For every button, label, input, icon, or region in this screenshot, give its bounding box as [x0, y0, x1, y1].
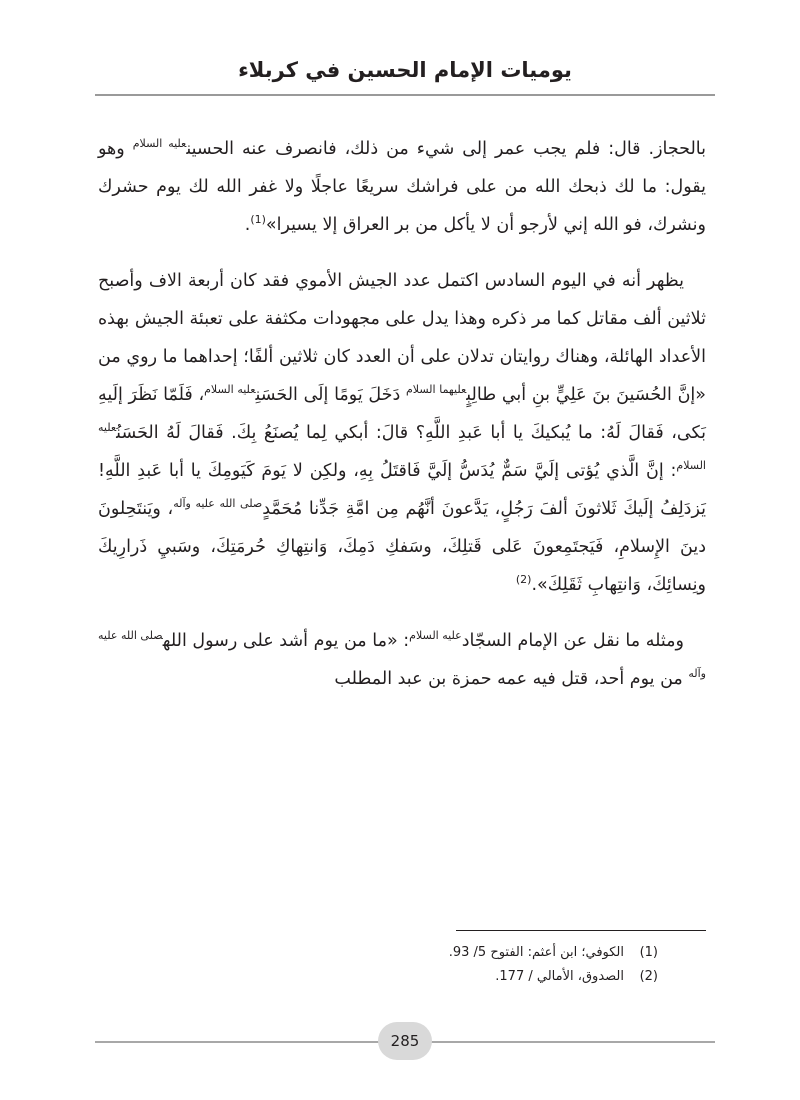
paragraph-2-text-c: ، فَلَمّا نَظَرَ إلَيهِ بَكى، فَقالَ لَهُ: ما يُبكيكَ يا أبا عَبدِ اللَّهِ؟ قالَ: أبكي لِما يُصنَعُ بِكَ. فَقالَ لَهُ الحَسَنُ	[98, 385, 706, 443]
paragraph-2-text-d: : إنَّ الَّذي يُؤتى إلَيَّ سَمٌّ يُدَسُّ إلَيَّ فَاقتَلُ بِهِ، ولكِن لا يَومَ كَيَومِكَ يا أبا عَبدِ اللَّهِ! يَزدَلِفُ إلَيكَ ثَلاثونَ ألفَ رَجُلٍ، يَدَّعونَ أنَّهُم مِن امَّةِ جَدِّنا مُحَمَّدٍ	[98, 461, 706, 519]
paragraph-1-text-b: وهو يقول: ما لك ذبحك الله من على فراشك سريعًا عاجلًا ولا غفر الله لك يوم حشرك ونشرك، فو الله إني لأرجو أن لا يأكل من بر العراق إلا يسيرا»	[98, 139, 706, 235]
paragraph-2-text-b: دَخَلَ يَومًا إلَى الحَسَنِ	[255, 385, 406, 405]
paragraph-2	[98, 262, 706, 604]
honorific-glyph: صلى الله عليه وآله	[173, 497, 263, 511]
paragraph-1-text-c: .	[244, 215, 251, 235]
footnote-text: الصدوق، الأمالي / 177.	[495, 969, 624, 984]
honorific-glyph: عليه السلام	[204, 383, 256, 397]
page-header	[95, 52, 715, 96]
footnote-number: (1)	[639, 945, 658, 960]
footnote-1	[98, 941, 706, 965]
honorific-glyph: عليه السلام	[409, 629, 462, 643]
paragraph-2-text-a: يظهر أنه في اليوم السادس اكتمل عدد الجيش الأموي فقد كان أربعة الاف وأصبح ثلاثين ألف مقاتل كما مر ذكره وهذا يدل على مجهودات مكثفة على تعبئة الجيش بهذه الأعداد الهائلة، وهناك روايتان تدلان على أن العدد كان ثلاثين ألفًا؛ إحداهما ما روي من «إنَّ الحُسَينَ بنَ عَلِيٍّ بنِ أبي طالِبٍ	[98, 271, 707, 405]
running-header-title: يوميات الإمام الحسين في كربلاء	[238, 58, 572, 82]
main-text	[98, 130, 706, 716]
paragraph-3-text-a: ومثله ما نقل عن الإمام السجّاد	[461, 631, 684, 651]
honorific-glyph: عليهما السلام	[405, 383, 467, 397]
paragraph-1	[98, 130, 706, 244]
paragraph-3	[98, 622, 706, 698]
header-rule	[95, 94, 715, 96]
footnote-ref-2: (2)	[515, 573, 532, 587]
footnote-ref-1: (1)	[250, 213, 266, 227]
footnote-2	[98, 965, 706, 989]
page-footer	[95, 1022, 715, 1062]
paragraph-2-text-e: ، ويَنتَحِلونَ دينَ الإِسلامِ، فَيَجتَمِعونَ عَلى قَتلِكَ، وسَفكِ دَمِكَ، وَانتِهاكِ حُرمَتِكَ، وسَبيِ ذَرارِيكَ ونِسائِكَ، وَانتِهابِ ثَقَلِكَ».	[98, 499, 706, 595]
footnotes	[98, 930, 706, 989]
honorific-glyph: عليه السلام	[98, 421, 706, 473]
paragraph-3-text-c: من يوم أحد، قتل فيه عمه حمزة بن عبد المطلب	[334, 669, 689, 689]
page-number: 285	[378, 1022, 432, 1060]
honorific-glyph: صلى الله عليه وآله	[98, 629, 706, 681]
footnote-number: (2)	[639, 969, 658, 984]
footnote-text: الكوفي؛ ابن أعثم: الفتوح 5/ 93.	[448, 945, 624, 960]
paragraph-3-text-b: : «ما من يوم أشد على رسول الله	[162, 631, 410, 651]
footnote-rule	[456, 930, 706, 931]
honorific-glyph: عليه السلام	[132, 137, 187, 151]
paragraph-1-text-a: بالحجاز. قال: فلم يجب عمر إلى شيء من ذلك، فانصرف عنه الحسين	[186, 139, 706, 159]
